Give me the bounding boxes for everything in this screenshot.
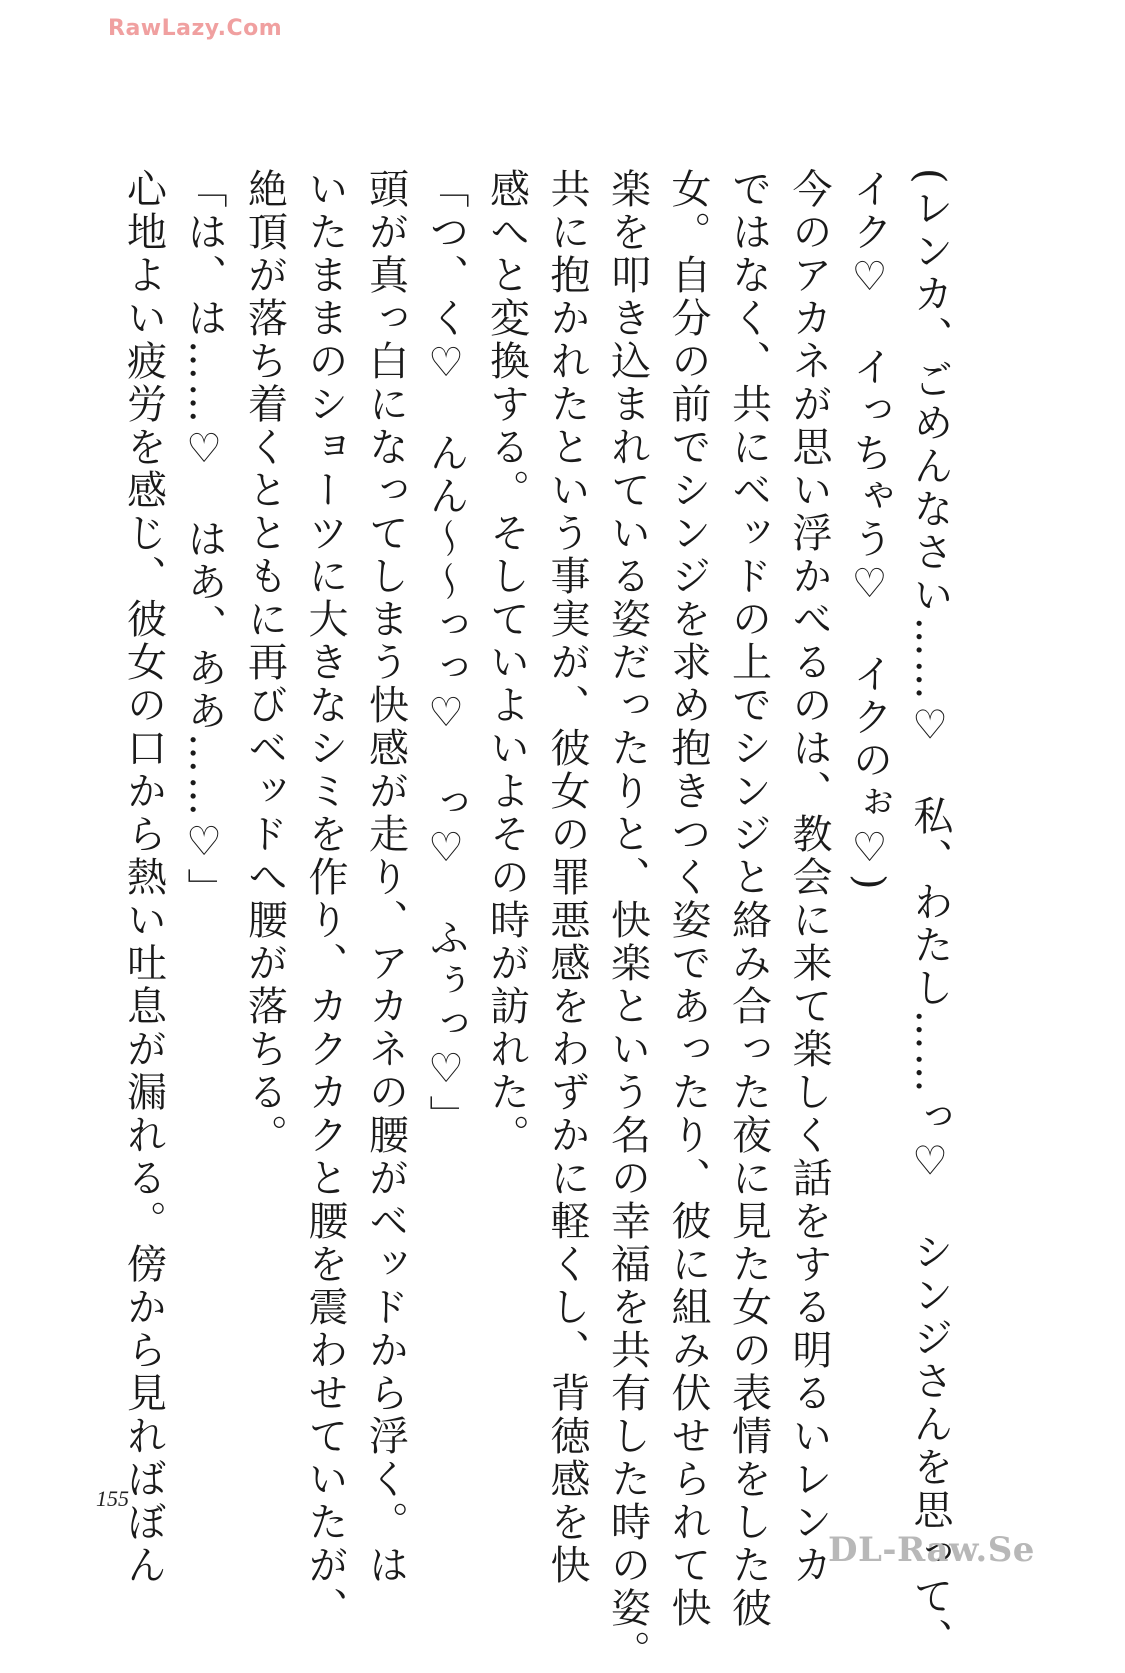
text-line: (レンカ、ごめんなさい……♡ 私、わたし……っ♡ シンジさんを思って、	[907, 168, 953, 1661]
text-line: イク♡ イっちゃう♡ イクのぉ♡)	[846, 168, 893, 893]
text-line: 頭が真っ白になってしまう快感が走り、アカネの腰がベッドから浮く。は	[362, 168, 409, 1587]
text-line: いたままのショーツに大きなシミを作り、カクカクと腰を震わせていたが、	[302, 168, 348, 1630]
text-line: 心地よい疲労を感じ、彼女の口から熱い吐息が漏れる。傍から見ればぼん	[120, 168, 167, 1587]
text-line: 感へと変換する。そしていよいよその時が訪れた。	[483, 168, 530, 1157]
text-line: 楽を叩き込まれている姿だったりと、快楽という名の幸福を共有した時の姿。	[604, 168, 651, 1673]
text-line: 「は、は……♡ はあ、ああ……♡」	[181, 168, 227, 911]
page-number: 155	[96, 1486, 129, 1511]
watermark-bottom: DL-Raw.Se	[828, 1530, 1035, 1570]
text-line: 「つ、く♡ んん〜〜っっ♡ っ♡ ふぅっ♡」	[423, 168, 469, 1138]
text-line: ではなく、共にベッドの上でシンジと絡み合った夜に見た女の表情をした彼	[725, 168, 772, 1630]
text-line: 今のアカネが思い浮かべるのは、教会に来て楽しく話をする明るいレンカ	[786, 168, 832, 1587]
watermark-top: RawLazy.Com	[108, 16, 283, 41]
text-line: 絶頂が落ち着くとともに再びベッドへ腰が落ちる。	[241, 168, 288, 1157]
text-line: 女。自分の前でシンジを求め抱きつく姿であったり、彼に組み伏せられて快	[665, 168, 711, 1630]
text-line: 共に抱かれたという事実が、彼女の罪悪感をわずかに軽くし、背徳感を快	[544, 168, 590, 1587]
